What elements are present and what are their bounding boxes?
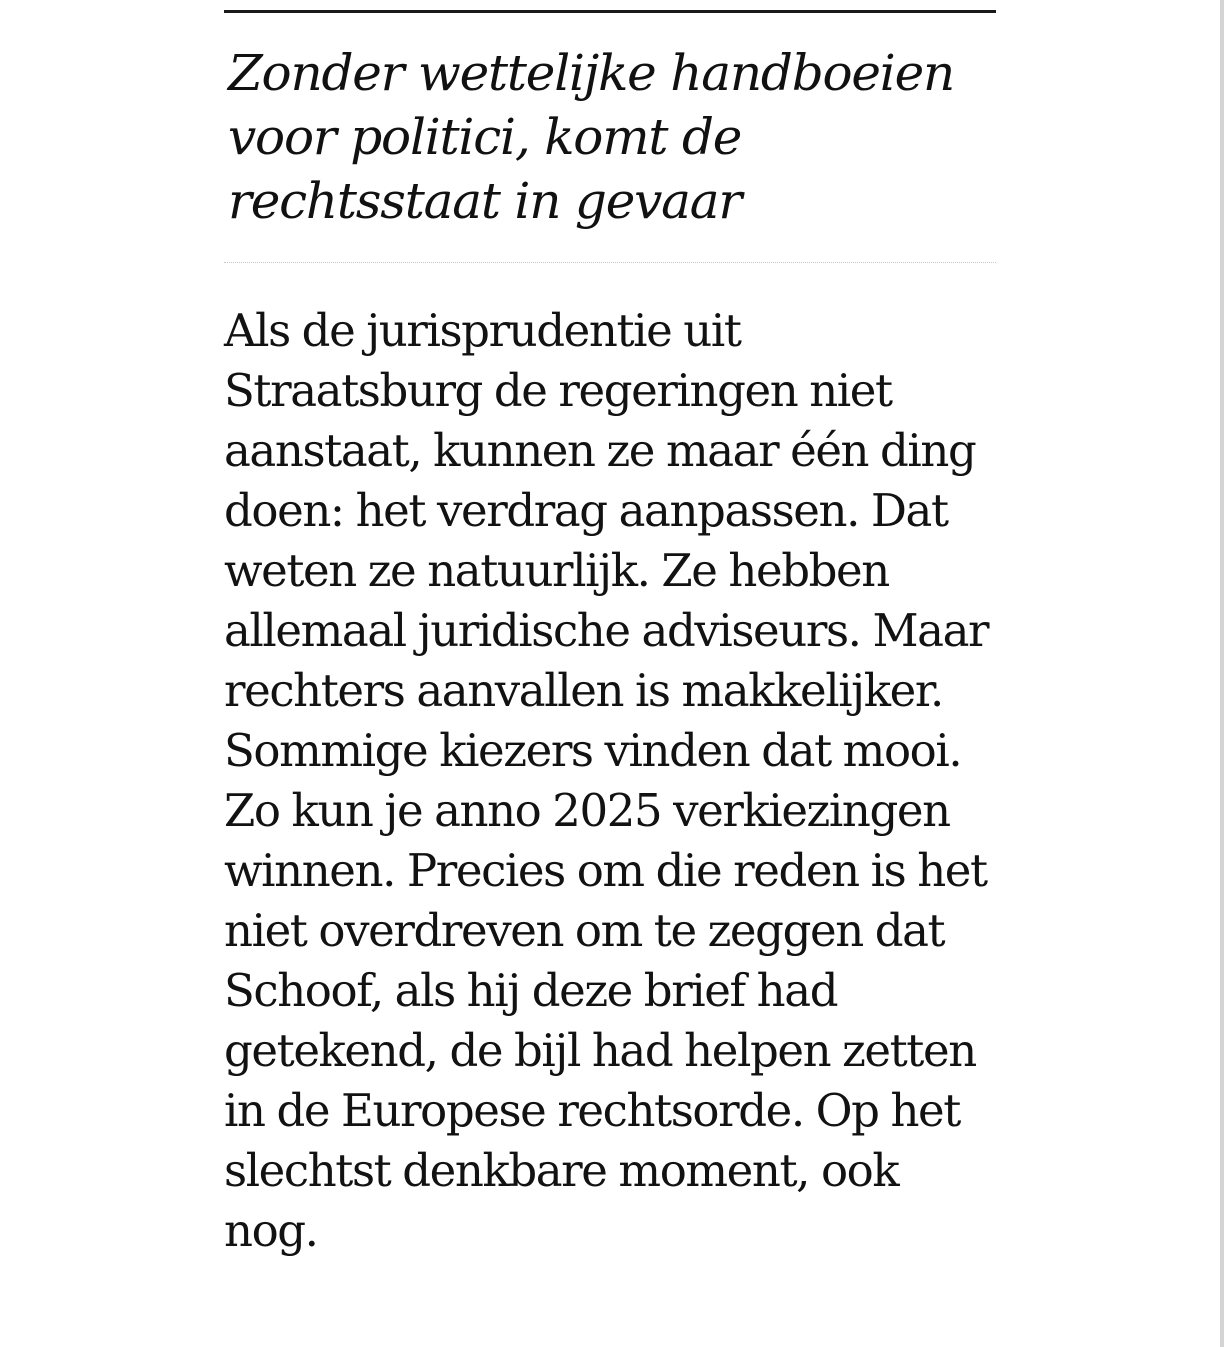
pullquote: Zonder wettelijke handboeien voor politici, komt de rechtsstaat in gevaar: [228, 44, 954, 230]
article-paragraph: Als de jurisprudentie uit Straatsburg de regeringen niet aanstaat, kunnen ze maar één ding doen: het verdrag aanpassen. Dat weten ze natuurlijk. Ze hebben allemaal juridische adviseurs. Maar rechters aanvallen is makkelijker. Sommige kiezers vinden dat mooi. Zo kun je anno 2025 verkiezingen winnen. Precies om die reden is het niet overdreven om te zeggen dat Schoof, als hij deze brief had getekend, de bijl had helpen zetten in de Europese rechtsorde. Op het slechtst denkbare moment, ook nog.: [224, 304, 989, 1257]
scrollbar[interactable]: [1220, 0, 1224, 1347]
article-content: [224, 10, 996, 1261]
